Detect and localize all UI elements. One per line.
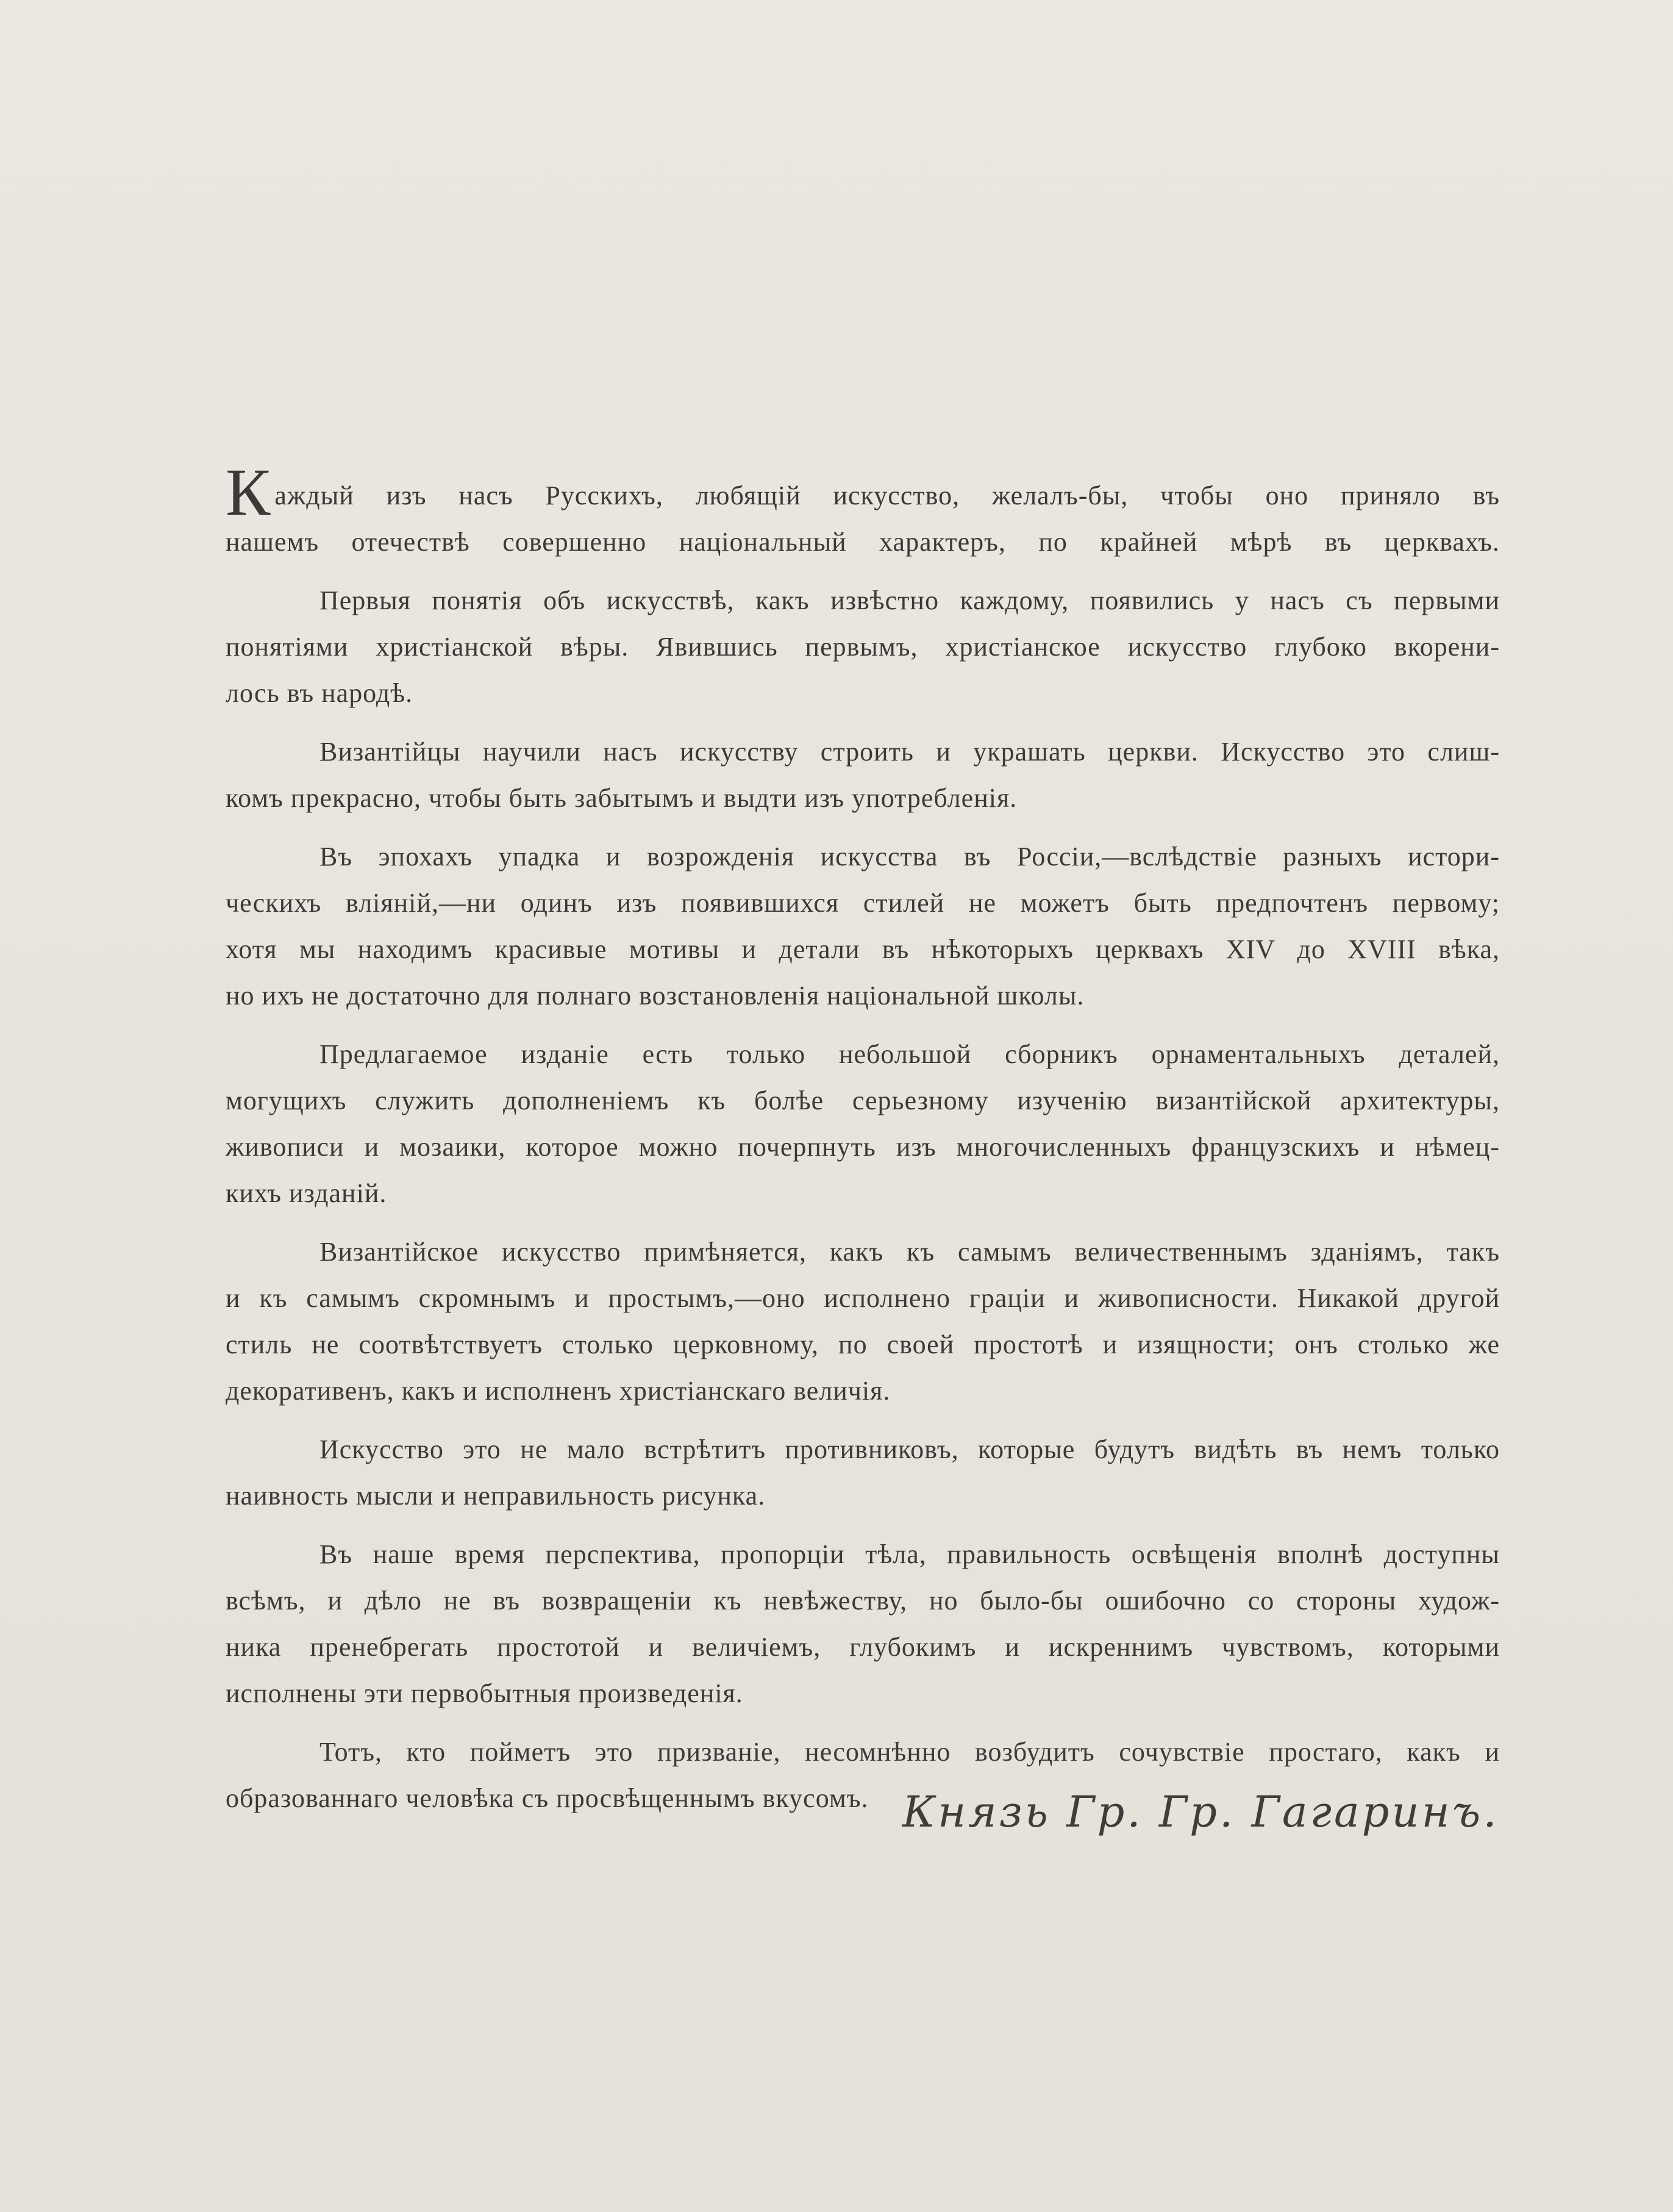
text-line: исполнены эти первобытныя произведенія. [226, 1678, 743, 1708]
text-line: декоративенъ, какъ и исполненъ христіанскаго величія. [226, 1376, 891, 1406]
text-line: и къ самымъ скромнымъ и простымъ,—оно исполнено граціи и живописности. Никакой другой [226, 1283, 1500, 1313]
text-line: Въ наше время перспектива, пропорціи тѣла, правильность освѣщенія вполнѣ доступны [319, 1539, 1500, 1569]
text-line: кихъ изданій. [226, 1178, 387, 1208]
text-line: Тотъ, кто пойметъ это призваніе, несомнѣнно возбудитъ сочувствіе простаго, какъ и [319, 1737, 1500, 1767]
text-line: Византійцы научили насъ искусству строить и украшать церкви. Искусство это слиш- [319, 737, 1500, 767]
text-line: стиль не соотвѣтствуетъ столько церковному, по своей простотѣ и изящности; онъ столько же [226, 1330, 1500, 1359]
text-line: Въ эпохахъ упадка и возрожденія искусства въ Россіи,—вслѣдствіе разныхъ истори- [319, 842, 1500, 872]
text-line: образованнаго человѣка съ просвѣщеннымъ вкусомъ. [226, 1783, 869, 1813]
preface-text [226, 455, 1500, 1834]
paragraph-7 [226, 1426, 1500, 1519]
paragraph-5 [226, 1031, 1500, 1217]
paragraph-4 [226, 834, 1500, 1019]
text-line: хотя мы находимъ красивые мотивы и детали въ нѣкоторыхъ церквахъ XIV до XVIII вѣка, [226, 934, 1500, 964]
text-line: понятіями христіанской вѣры. Явившись первымъ, христіанское искусство глубоко вкорени- [226, 632, 1500, 662]
text-line: лось въ народѣ. [226, 678, 413, 708]
paragraph-2 [226, 578, 1500, 717]
text-line: могущихъ служить дополненіемъ къ болѣе серьезному изученію византійской архитектуры, [226, 1086, 1500, 1115]
text-line: всѣмъ, и дѣло не въ возвращеніи къ невѣжеству, но было-бы ошибочно со стороны худож- [226, 1586, 1500, 1616]
text-line: Предлагаемое изданіе есть только небольшой сборникъ орнаментальныхъ деталей, [319, 1039, 1500, 1069]
author-signature: Князь Гр. Гр. Гагаринъ. [902, 1787, 1499, 1837]
text-line: наивность мысли и неправильность рисунка. [226, 1481, 766, 1511]
text-line: Византійское искусство примѣняется, какъ къ самымъ величественнымъ зданіямъ, такъ [319, 1237, 1500, 1267]
text-line: ческихъ вліяній,—ни одинъ изъ появившихся стилей не можетъ быть предпочтенъ первому; [226, 888, 1500, 918]
text-line: Первыя понятія объ искусствѣ, какъ извѣстно каждому, появились у насъ съ первыми [319, 585, 1500, 615]
text-line: Искусство это не мало встрѣтитъ противниковъ, которые будутъ видѣть въ немъ только [319, 1434, 1500, 1464]
paragraph-8 [226, 1531, 1500, 1717]
paragraph-3 [226, 729, 1500, 821]
text-line: нашемъ отечествѣ совершенно національный характеръ, по крайней мѣрѣ въ церквахъ. [226, 527, 1500, 557]
paragraph-6 [226, 1229, 1500, 1414]
text-line: комъ прекрасно, чтобы быть забытымъ и выдти изъ употребленія. [226, 783, 1018, 813]
paragraph-1 [226, 455, 1500, 565]
text-line: но ихъ не достаточно для полнаго возстановленія національной школы. [226, 981, 1085, 1011]
text-line: аждый изъ насъ Русскихъ, любящiй искусство, желалъ-бы, чтобы оно приняло въ [274, 481, 1500, 510]
drop-cap: К [226, 455, 271, 529]
text-line: живописи и мозаики, которое можно почерпнуть изъ многочисленныхъ французскихъ и нѣмец- [226, 1132, 1500, 1162]
text-line: ника пренебрегать простотой и величіемъ, глубокимъ и искреннимъ чувствомъ, которыми [226, 1632, 1500, 1662]
